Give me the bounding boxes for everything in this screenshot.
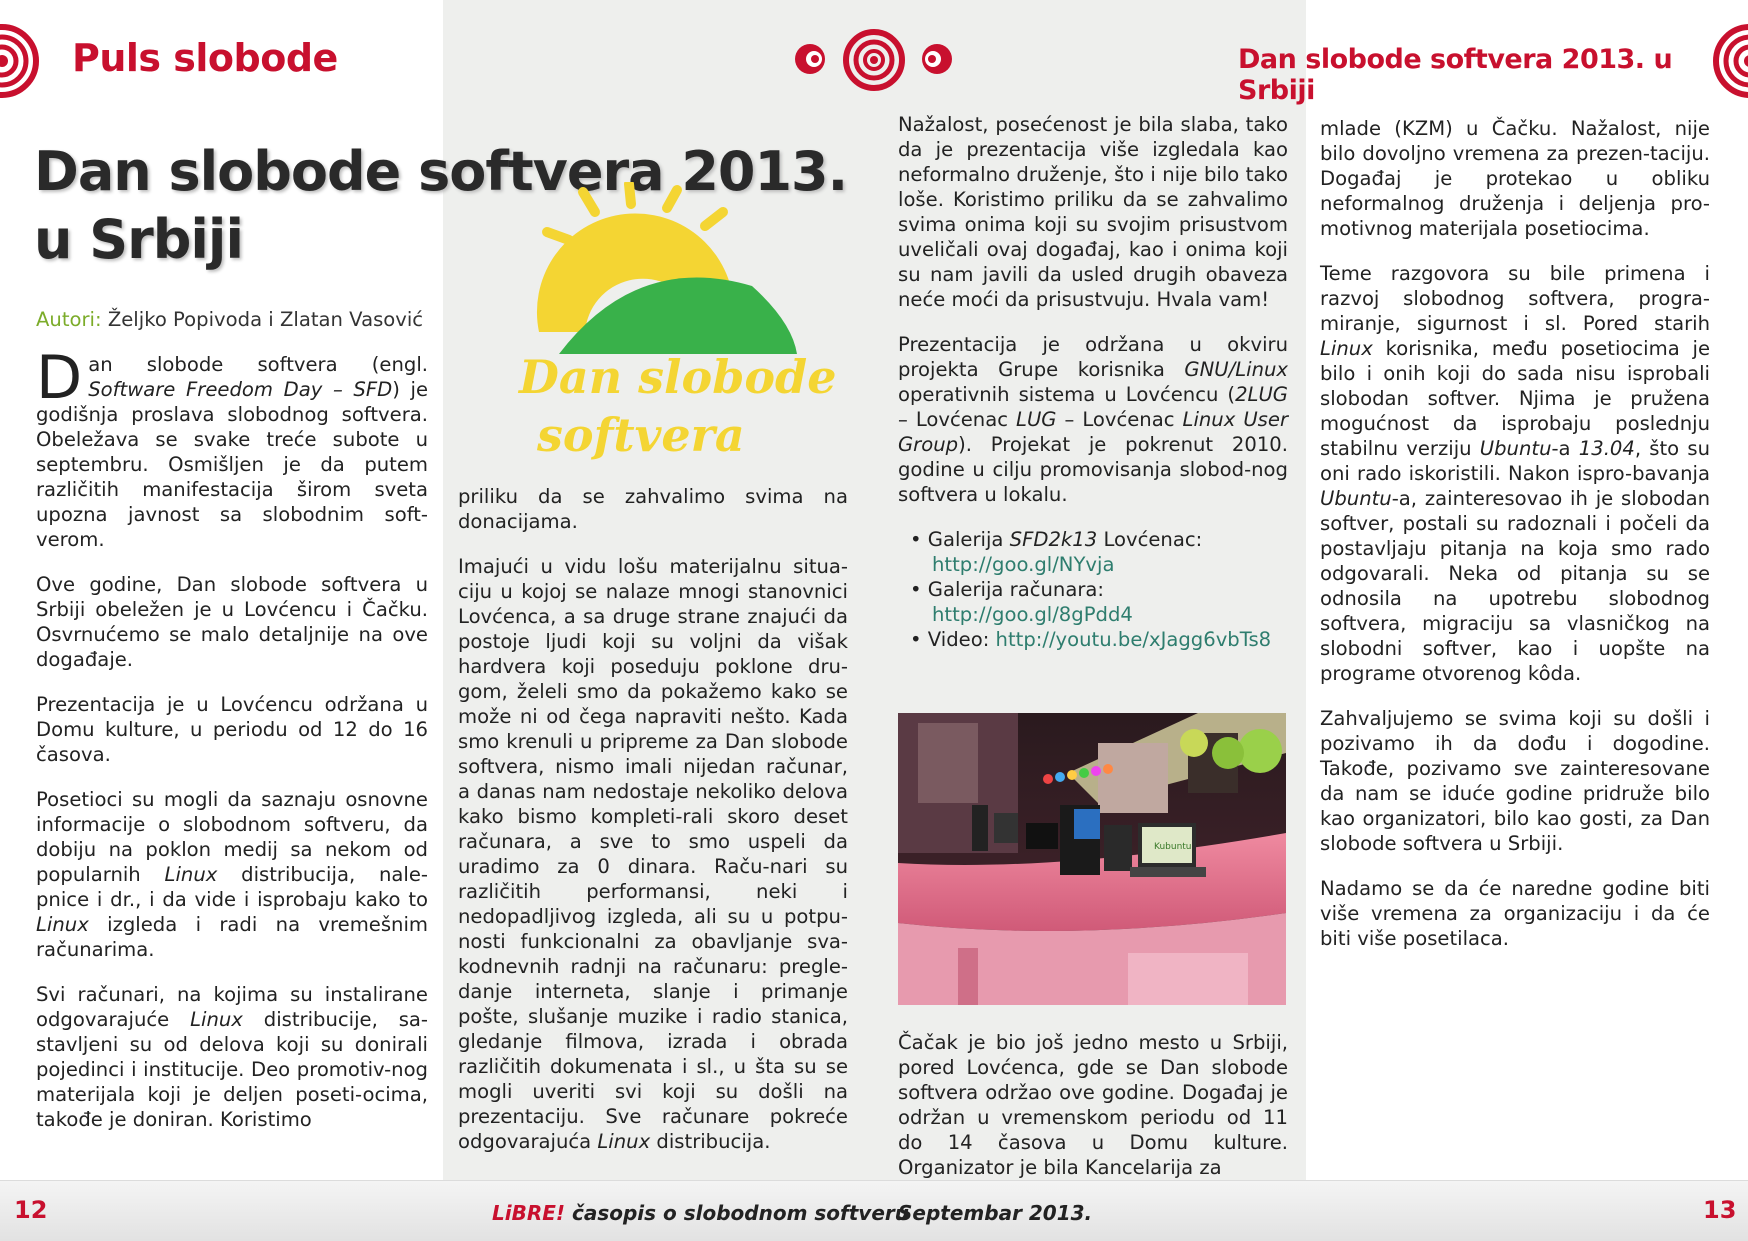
text-run: Prezentacija je održana u okviru projekta Grupe korisnika [898,333,1288,381]
text-run: an slobode softvera (engl. [88,353,428,376]
text-run-italic: 2LUG [1235,383,1288,406]
text-run: Posetioci su mogli da saznaju osnovne informacije o slobodnom softveru, da dobiju na poklon medij sa nekom od popularnih [36,788,428,886]
text-run: distribucije, sa-stavljeni su od delova koji su donirali pojedinci i institucije. Deo promotiv-nog materijala koji je deljen poseti-ocima, takođe je doniran. Koristimo [36,1008,429,1131]
gallery-link[interactable]: http://goo.gl/NYvja [932,553,1115,576]
text-run: Svi računari, na kojima su instalirane odgovarajuće [36,983,428,1031]
col4-paragraph-3: Zahvaljujemo se svima koji su došli i pozivamo ih da dođu i dogodine. Takođe, pozivamo sve zainteresovane da nam se iduće godine pridruže bilo kao organizatori, bilo kao gosti, za Dan slobode softvera u Srbiji. [1320,707,1710,855]
text-run: ) je godišnja proslava slobodnog softvera. Obeležava se svake treće subote u septembru. Osmišljen je da putem različitih manifestacija širom sveta upozna javnost sa slobodnim soft-verom. [36,378,428,551]
text-run-italic: Linux User Group [898,408,1289,456]
text-run-italic: Linux [164,863,218,886]
column-1 [36,307,428,1132]
text-run-italic: SFD2k13 [1009,528,1098,551]
text-run: operativnih sistema u Lovćencu ( [898,383,1236,406]
text-run: -a [1551,437,1579,460]
column-3 [898,112,1288,652]
bullet-icon: • [910,578,922,601]
column-3-bottom [898,1030,1288,1180]
text-run-italic: Ubuntu [1320,487,1392,510]
paragraph-3: Prezentacija je u Lovćencu održana u Domu kulture, u periodu od 12 do 16 časova. [36,693,428,766]
libre-brand: LiBRE! [492,1201,566,1225]
text-run: Imajući u vidu lošu materijalnu situa-ciju u kojoj se nalaze mnogi stanovnici Lovćenca, a sa druge strane znajući da postoje ljudi koji su voljni da višak hardvera koji poseduju poklone dru-gom, želeli smo da pokažemo kako se može ni od čega napraviti nešto. Kada smo krenuli u pripreme za Dan slobode softvera, nismo imali nijedan računar, a danas nam nedostaje nekoliko delova kako bismo kompleti-rali skoro deset računara, a sve to smo uspeli da uradimo za 0 dinara. Raču-nari su različitih performansi, neki i nedopadljivog izgleda, ali su u potpu-nosti funkcionalni za obavljanje sva-kodnevnih radnji na računaru: pregle-danje interneta, slanje i primanje pošte, slušanje muzike i radio stanica, gledanje filmova, izrada i obrada različitih dokumenata i sl., u šta su se mogli uveriti svi koji su došli na prezentaciju. Sve računare pokreće odgovarajuća [458,555,848,1153]
libre-small-logo-icon [793,42,827,76]
libre-logo-icon-right [1706,20,1748,102]
page-number-right: 13 [1703,1196,1737,1224]
text-run-italic: Linux [36,913,89,936]
magazine-tagline: časopis o slobodnom softveru [565,1201,909,1225]
sfd-logo [505,182,865,482]
authors-names: Željko Popivoda i Zlatan Vasović [107,308,424,331]
links-list [910,527,1288,652]
authors-label: Autori: [36,308,102,331]
right-section-title: Dan slobode softvera 2013. u Srbiji [1238,44,1673,106]
col3-paragraph-1: Nažalost, posećenost je bila slaba, tako da je prezentacija više izgledala kao neformalno druženje, što i nije bilo tako loše. Koristimo priliku da se zahvalimo svima onima koji su svojim prisustvom uveličali ovaj događaj, kao i onima koji su nam javili da usled drugih obaveza neće moći da prisustvuju. Hvala vam! [898,113,1288,311]
list-item [910,627,1288,652]
text-run: – Lovćenac [1056,408,1183,431]
text-run: , što su oni rado iskoristili. Nakon ispro-bavanja [1320,437,1710,485]
page-number-left: 12 [14,1196,48,1224]
text-run: Galerija računara: [927,578,1105,601]
paragraph-2: Ove godine, Dan slobode softvera u Srbiji obeležen je u Lovćencu i Čačku. Osvrnućemo se malo detaljnije na ove događaje. [36,573,428,671]
col4-paragraph-2 [1320,261,1710,686]
text-run-italic: Linux [190,1008,243,1031]
issue-date: Septembar 2013. [898,1201,1093,1225]
sfd-logo-text [519,348,837,464]
col4-paragraph-1: mlade (KZM) u Čačku. Nažalost, nije bilo dovoljno vremena za prezen-taciju. Događaj je protekao u obliku neformalnog druženja i deljenja pro-motivnog materijala posetiocima. [1320,117,1710,240]
article-title-line2: u Srbiji [34,208,243,271]
sfd-logo-line1: Dan slobode [519,350,837,404]
text-run-italic: Linux [597,1130,651,1153]
libre-logo-icon [0,20,46,102]
text-run-italic: GNU/Linux [1184,358,1288,381]
libre-small-logo-icon-2 [920,42,954,76]
list-item [910,527,1288,577]
text-run-italic: Software Freedom Day – SFD [88,378,393,401]
text-run: Teme razgovora su bile primena i razvoj slobodnog softvera, progra-miranje, sigurnost i sl. Pored starih [1320,262,1710,335]
sfd-logo-line2: softvera [537,408,745,462]
computers-gallery-link[interactable]: http://goo.gl/8gPdd4 [932,603,1133,626]
column-2 [458,484,848,1154]
bullet-icon: • [910,528,922,551]
text-run: izgleda i radi na vremešnim računarima. [36,913,428,961]
text-run-italic: Ubuntu [1479,437,1552,460]
text-run: korisnika, među posetiocima je bilo i onih koji do sada nisu isprobali slobodan softver. Njima je pružena mogućnost da isprobaju poslednju stabilnu verziju [1320,337,1710,460]
paragraph-4 [36,787,428,962]
paragraph-5 [36,982,428,1132]
list-item [910,577,1288,627]
column-4 [1320,116,1710,951]
libre-center-logo-icon [838,28,910,92]
col2-paragraph-2 [458,554,848,1154]
text-run: Lovćenac: [1097,528,1203,551]
col3-paragraph-2 [898,332,1288,507]
col4-paragraph-4: Nadamo se da će naredne godine biti više vremena za organizaciju i da će biti više posetilaca. [1320,877,1710,950]
authors [36,307,428,332]
article-title-line1: Dan slobode softvera 2013. [34,140,848,203]
drop-cap: D [36,343,83,413]
event-photo-drawing [898,713,1286,1005]
laptop-screen-label: Kubuntu [1154,842,1192,852]
text-run: -a, zainteresovao ih je slobodan softver, postali su radoznali i počeli da postavljaju pitanja na koja smo rado odgovarali. Neka od pitanja su se odnosila na upotrebu slobodnog softvera, migraciju sa vlasničkog na slobodni softver, kao i uopšte na programe otvorenog kôda. [1320,487,1710,685]
col2-paragraph-1: priliku da se zahvalimo svima na donacijama. [458,485,848,533]
section-title: Puls slobode [72,36,338,80]
video-link[interactable]: http://youtu.be/xJagg6vbTs8 [995,628,1272,651]
text-run: distribucija. [650,1130,771,1153]
bullet-icon: • [910,628,922,651]
text-run-italic: 13.04 [1578,437,1635,460]
sun-hill-icon [527,182,827,372]
text-run: Video: [927,628,996,651]
text-run-italic: Linux [1320,337,1373,360]
paragraph-intro [36,343,428,552]
text-run: – Lovćenac [898,408,1017,431]
text-run: Galerija [927,528,1010,551]
text-run-italic: LUG [1016,408,1057,431]
text-run: distribucija, nale-pnice i dr., i da vide i isprobaju kako to [36,863,428,911]
text-run: ). Projekat je pokrenut 2010. godine u cilju promovisanja slobod-nog softvera u lokalu. [898,433,1288,506]
col3-paragraph-3: Čačak je bio još jedno mesto u Srbiji, pored Lovćenca, gde se Dan slobode softvera održao ove godine. Događaj je održan u vremenskom periodu od 11 do 14 časova u Domu kulture. Organizator je bila Kancelarija za [898,1031,1288,1179]
event-photo [898,713,1286,1005]
magazine-name [492,1201,909,1225]
